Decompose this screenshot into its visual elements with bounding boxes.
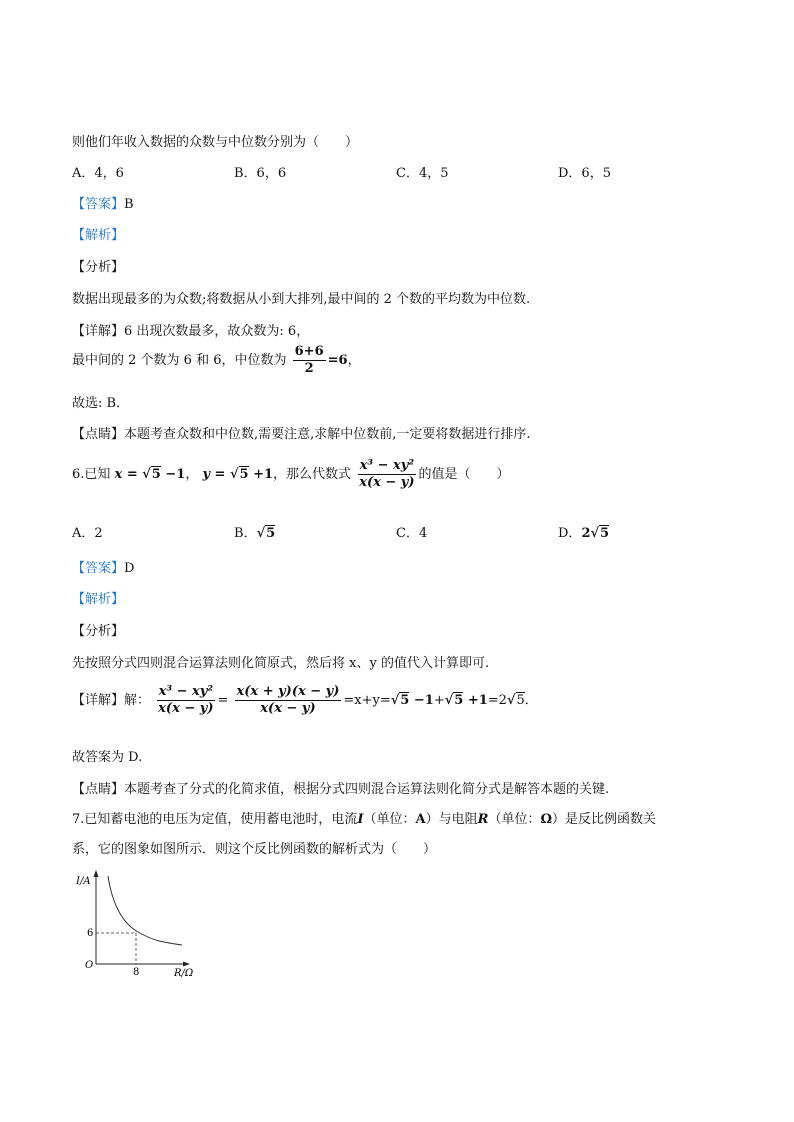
x-tick-label: 8	[133, 967, 140, 978]
q5-fraction	[293, 344, 326, 377]
q6-opt-d-sqrt: 5	[600, 526, 610, 541]
origin-label: O	[85, 960, 94, 971]
q6-y-sqrt: 5	[239, 467, 249, 482]
q6-x: x =	[114, 467, 143, 482]
q5-frac-den: 2	[304, 361, 314, 376]
q6-d-f1-num: x³ − xy²	[158, 684, 214, 699]
q6-y-tail: +1	[248, 467, 274, 482]
q5-dianjing-row	[72, 423, 531, 442]
q6-opt-b-label: B．	[234, 526, 257, 541]
q5-choose: 故选: B．	[72, 396, 130, 411]
q7-A: A	[415, 812, 426, 827]
q6-mid: ，那么代数式	[273, 467, 352, 482]
q6-detail-row: 【详解】解： $\frac{\text{x³ − xy²}}{x(x - y)}$ = $\frac{x(x + y)(x - y)}{x(x - y)}$ =x+y=√5 −1+√5 +1=2√5．	[72, 684, 538, 716]
q5-detail-row2	[72, 344, 361, 377]
q6-d-eq2: =2	[487, 693, 507, 708]
q6-opt-d-label: D．	[558, 526, 582, 541]
q6-detail-pre: 解：	[124, 693, 151, 708]
q5-fenxi-text: 数据出现最多的为众数;将数据从小到大排列,最中间的 2 个数的平均数为中位数.	[72, 292, 531, 307]
inverse-proportion-graph	[70, 868, 210, 980]
q7-line1-b: （单位：	[363, 812, 416, 827]
q6-option-a: A．2	[72, 526, 103, 541]
q6-answer: D	[124, 561, 135, 576]
q7-I: I	[357, 812, 364, 827]
q5-stem: 则他们年收入数据的众数与中位数分别为（ ）	[72, 135, 359, 150]
q6-y: y =	[202, 467, 230, 482]
q6-d-f1-den: x(x − y)	[158, 701, 214, 716]
q5-detail-row1	[72, 320, 309, 339]
q7-line1-e: ）是反比例函数关	[552, 812, 657, 827]
q7-Omega: Ω	[540, 812, 553, 827]
q6-d-rest: =x+y=	[343, 693, 391, 708]
q6-stem: 6.已知 x = √5 −1， y = √5 +1，那么代数式 $\frac{\text{x³ − xy²}}{x(x - y)}$ 的值是（ ）	[72, 458, 510, 490]
q6-dianjing: 本题考查了分式的化简求值，根据分式四则混合运算法则化简分式是解答本题的关键.	[124, 782, 610, 797]
q7-line1-d: （单位：	[488, 812, 541, 827]
q6-d-s3: 5	[516, 693, 525, 708]
y-axis-label: I/A	[76, 876, 91, 887]
dianjing-tag: 【点睛】	[72, 427, 125, 442]
q6-suffix: 的值是（ ）	[418, 467, 510, 482]
q5-option-a: A．4，6	[72, 166, 124, 181]
q5-detail2-end: ，	[347, 353, 361, 368]
q6-dianjing-row	[72, 778, 609, 797]
q5-option-b: B．6，6	[234, 166, 287, 181]
answer-tag: 【答案】	[72, 197, 125, 212]
q6-x-tail: −1	[160, 467, 186, 482]
q6-fenxi-text: 先按照分式四则混合运算法则化简原式，然后将 x、y 的值代入计算即可.	[72, 656, 490, 671]
detail-tag: 【详解】	[72, 324, 125, 339]
q6-x-sqrt: 5	[151, 467, 161, 482]
inverse-curve	[108, 876, 182, 945]
q7-line1-c: ）与电阻	[425, 812, 478, 827]
dianjing-tag: 【点睛】	[72, 782, 125, 797]
q5-dianjing: 本题考查众数和中位数,需要注意,求解中位数前,一定要将数据进行排序.	[124, 427, 531, 442]
x-axis-label: R/Ω	[174, 968, 194, 979]
q6-prefix: 6.已知	[72, 467, 111, 482]
q6-opt-d-coef: 2	[581, 526, 591, 541]
q7-line1-a: 7.已知蓄电池的电压为定值，使用蓄电池时，电流	[72, 812, 358, 827]
q6-d-m1: −1	[409, 693, 434, 708]
q6-detail-frac1	[156, 684, 215, 717]
y-axis-arrow	[94, 870, 99, 877]
q6-d-eq: =	[217, 693, 229, 708]
q7-stem-line1	[72, 808, 656, 827]
q5-detail1: 6 出现次数最多，故众数为: 6，	[124, 324, 310, 339]
q5-option-c: C．4，5	[396, 166, 449, 181]
fenxi-tag: 【分析】	[72, 260, 125, 275]
q6-d-plus: +	[433, 693, 445, 708]
q6-d-s1: 5	[400, 693, 410, 708]
q6-d-end: ．	[524, 693, 538, 708]
q6-frac-num: x³ − xy²	[359, 458, 415, 473]
q6-opt-b-sqrt: 5	[266, 526, 276, 541]
q5-answer: B	[124, 197, 134, 212]
y-tick-label: 6	[87, 928, 94, 939]
q5-option-d: D．6，5	[558, 166, 611, 181]
q6-answer-row	[72, 557, 134, 576]
analysis-tag: 【解析】	[72, 592, 125, 607]
fenxi-tag: 【分析】	[72, 624, 125, 639]
q5-frac-eq: =6	[327, 353, 348, 368]
x-axis-arrow	[183, 962, 190, 967]
q6-frac-den: x(x − y)	[359, 475, 415, 490]
detail-tag: 【详解】	[72, 693, 125, 708]
analysis-tag: 【解析】	[72, 228, 125, 243]
q6-d-f2-num: x(x + y)(x − y)	[236, 684, 340, 699]
answer-tag: 【答案】	[72, 561, 125, 576]
q6-option-b: B．√5	[234, 526, 276, 541]
q6-d-p1: +1	[463, 693, 488, 708]
q6-sep: ，	[185, 467, 199, 482]
q5-detail2: 最中间的 2 个数为 6 和 6，中位数为	[72, 353, 287, 368]
q6-option-d: D．2√5	[558, 526, 610, 541]
q6-fraction	[357, 458, 416, 491]
q6-conclude: 故答案为 D.	[72, 750, 143, 765]
q6-d-f2-den: x(x − y)	[260, 701, 316, 716]
q6-option-c: C．4	[396, 526, 428, 541]
q6-detail-frac2	[235, 684, 342, 717]
q5-frac-num: 6+6	[294, 344, 324, 359]
q5-answer-row	[72, 193, 134, 212]
q7-stem-line2: 系，它的图象如图所示．则这个反比例函数的解析式为（ ）	[72, 842, 437, 857]
q6-d-s2: 5	[454, 693, 464, 708]
q7-R: R	[477, 812, 489, 827]
